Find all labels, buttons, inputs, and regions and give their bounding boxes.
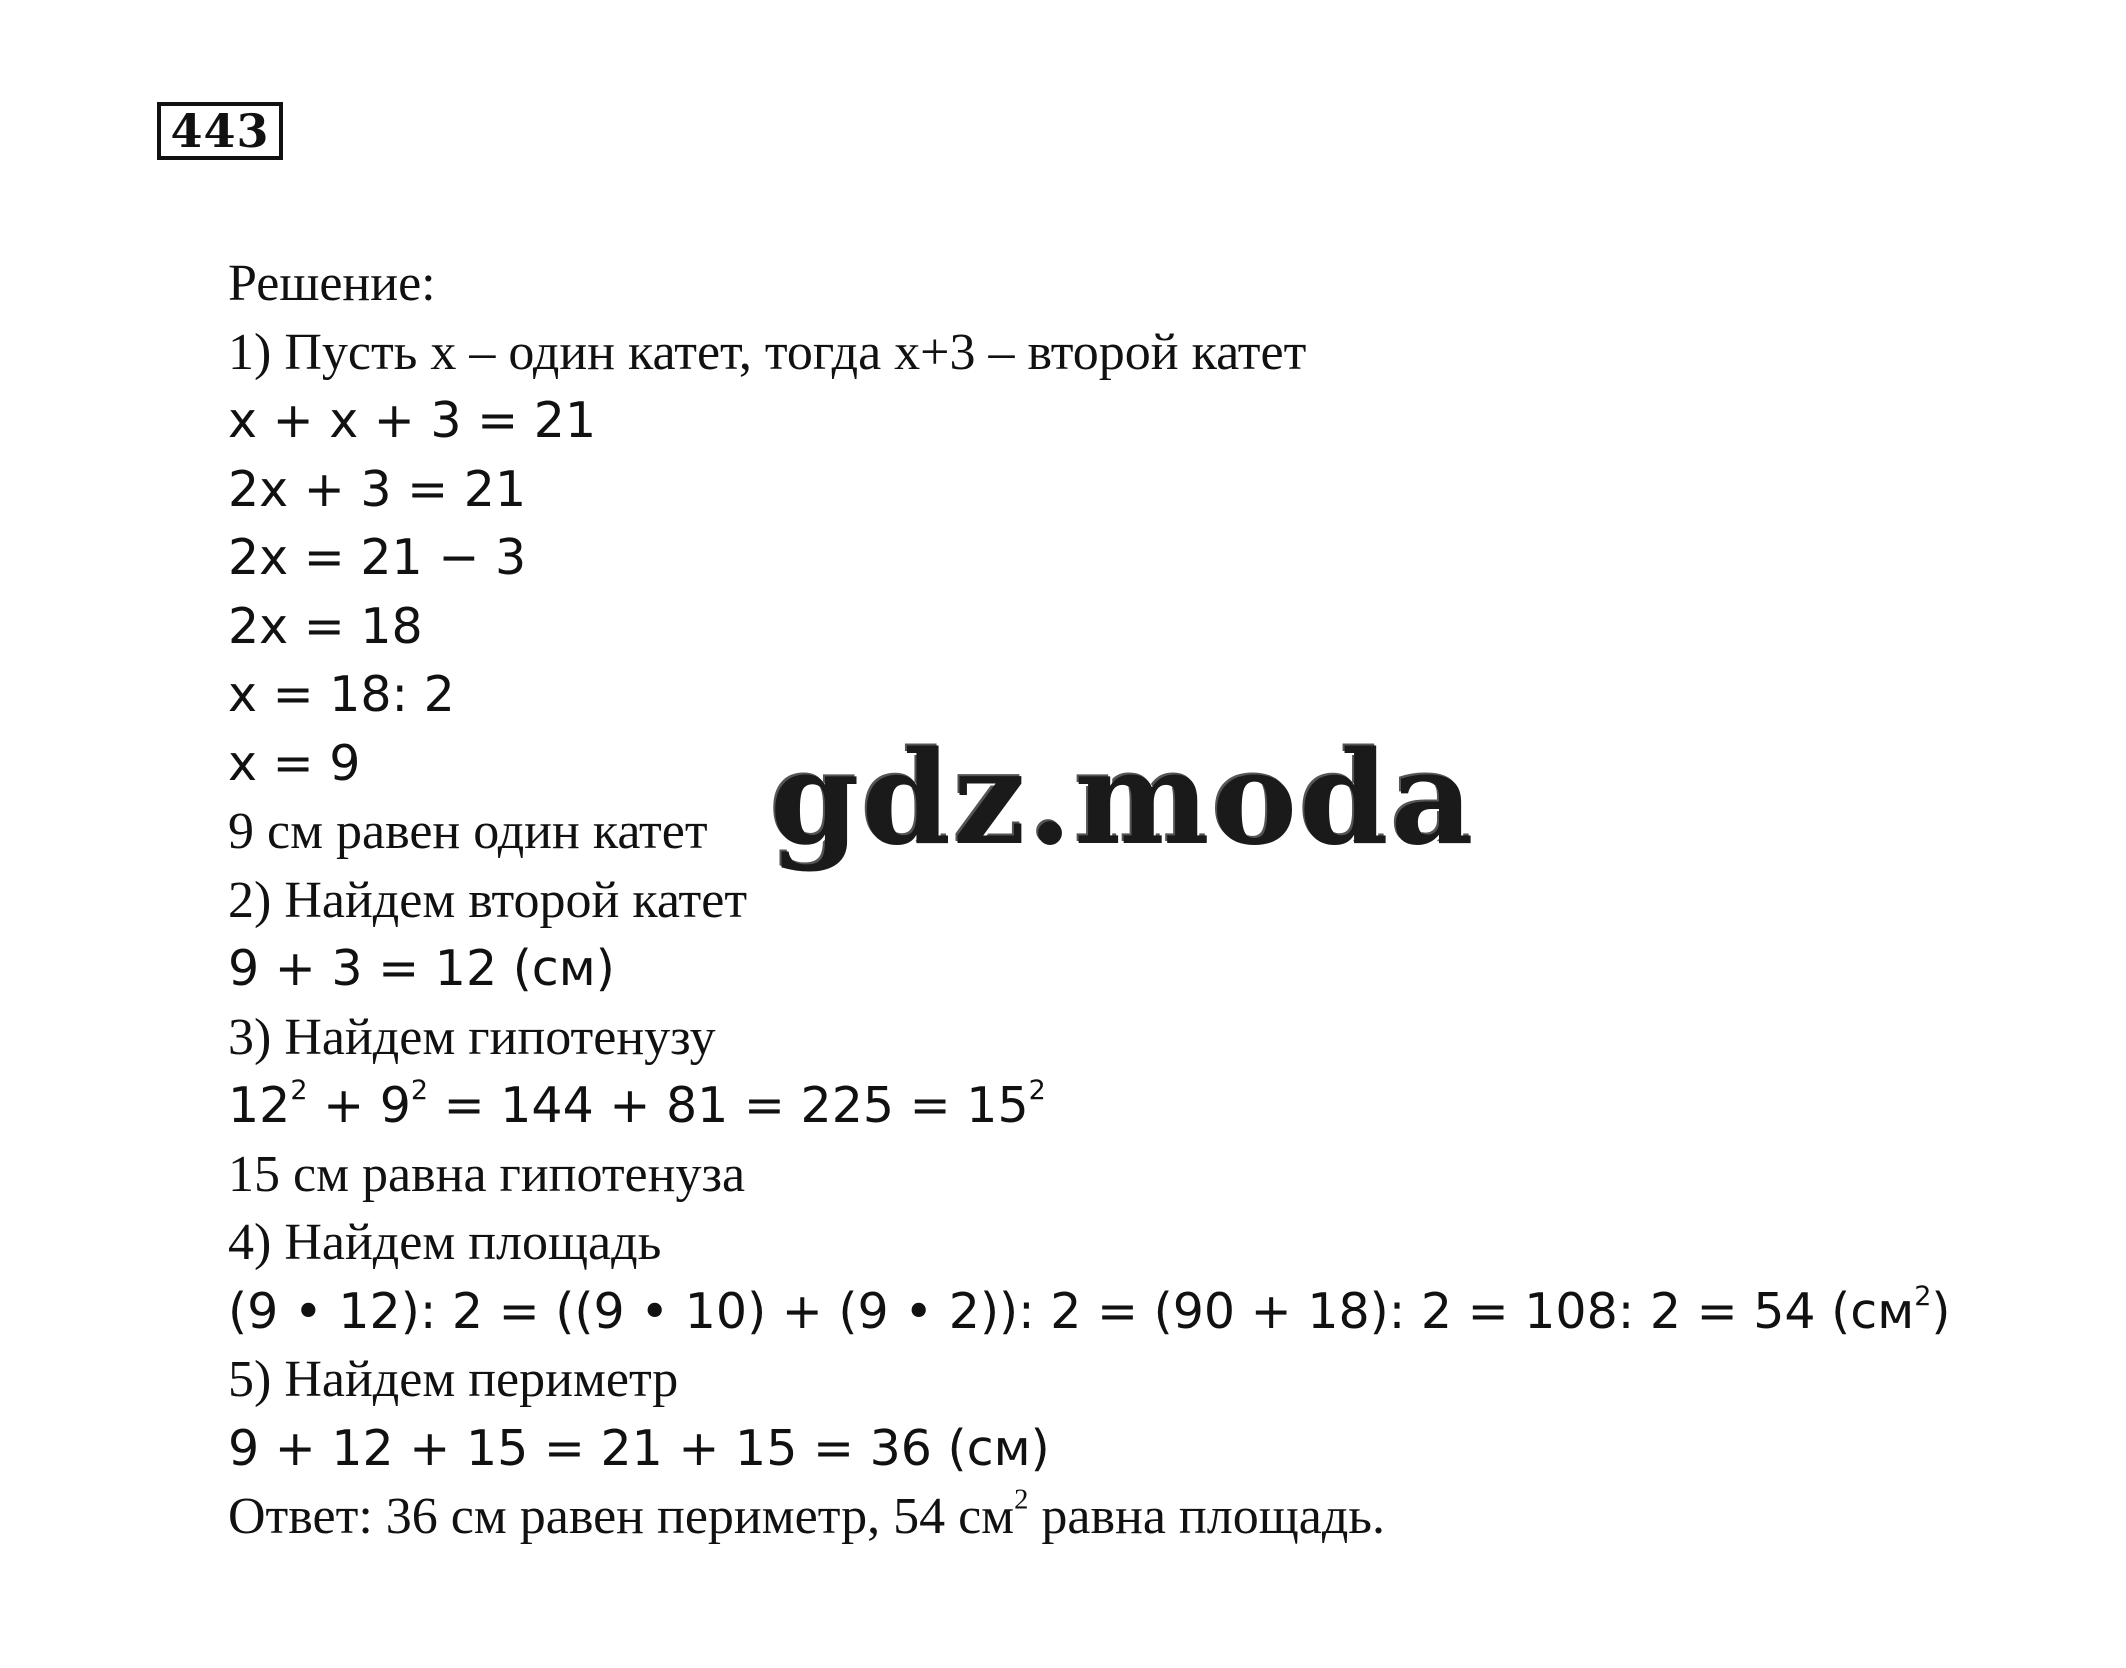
equation-line: x = 9 [228,734,361,792]
equation-line: 9 + 3 = 12 (см) [228,940,615,997]
equation-line: x = 18: 2 [228,666,455,723]
area-equation: (9 • 12): 2 = ((9 • 10) + (9 • 2)): 2 = (90 + 18): 2 = 108: 2 = 54 $(см^2)$ [228,1280,1951,1340]
step-5-text: 5) Найдем периметр [228,1351,679,1408]
perimeter-equation: 9 + 12 + 15 = 21 + 15 = 36 (см) [228,1419,1050,1477]
equation-line: 2x = 21 − 3 [228,529,527,586]
step-1-result: 9 см равен один катет [228,803,708,860]
solution-text [228,250,2088,1552]
watermark-logo: gdz.moda [770,724,1476,874]
step-3-text: 3) Найдем гипотенузу [228,1008,716,1066]
step-4-text: 4) Найдем площадь [228,1214,662,1271]
equation-line: x + x + 3 = 21 [228,392,597,449]
answer-text: Ответ: 36 см равен периметр, 54 $см^2$ равна площадь. [228,1484,1385,1545]
step-3-result: 15 см равна гипотенуза [228,1145,746,1203]
equation-line: 2x = 18 [228,597,423,655]
step-2-text: 2) Найдем второй катет [228,871,748,929]
step-1-text: 1) Пусть х – один катет, тогда х+3 – второй катет [228,323,1307,381]
problem-number: 443 [157,102,283,160]
pythagoras-equation: $12^2 + 9^2 = 144 + 81 = 225 = 15^2$ [228,1075,1046,1134]
equation-line: 2x + 3 = 21 [228,460,527,518]
solution-heading: Решение: [228,255,436,312]
